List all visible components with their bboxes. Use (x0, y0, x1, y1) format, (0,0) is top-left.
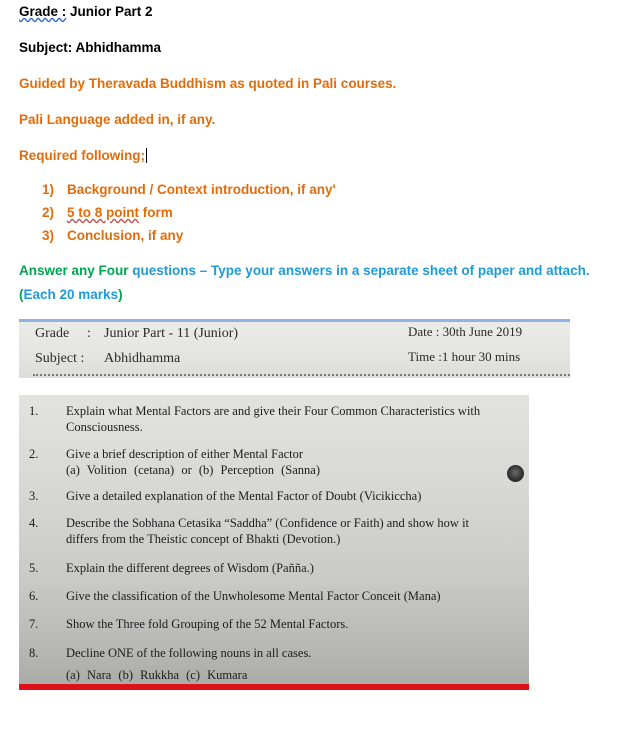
marks-open: ( (19, 287, 24, 302)
instruction-part2: Four (98, 263, 129, 278)
question-line: differs from the Theistic concept of Bhakti (Devotion.) (66, 532, 341, 546)
list-item-number: 1) (42, 182, 55, 197)
exam-date (408, 324, 522, 340)
grade-label: Grade : (19, 4, 67, 19)
instruction-line (19, 263, 590, 278)
requirements-list (42, 182, 336, 251)
grade-value: Junior Part 2 (66, 4, 153, 19)
question-number: 2. (29, 447, 39, 461)
red-bar (19, 684, 529, 690)
question-line: Describe the Sobhana Cetasika “Saddha” (Confidence or Faith) and show how it (66, 516, 470, 530)
list-item-text: Conclusion, if any (67, 228, 184, 243)
instruction-part1: Answer any (19, 263, 99, 278)
list-item (42, 228, 336, 251)
exam-questions-image (19, 395, 529, 690)
question-line: Decline ONE of the following nouns in all cases. (66, 646, 312, 660)
pali-line: Pali Language added in, if any. (19, 112, 216, 127)
question-number: 4. (29, 516, 39, 530)
exam-grade-label: Grade (35, 326, 70, 341)
exam-grade-separator: : (87, 326, 91, 341)
dotted-divider (33, 374, 570, 376)
list-item-number: 2) (42, 205, 55, 220)
grade-line (19, 4, 153, 19)
list-item (42, 182, 336, 205)
marks-close: ) (118, 287, 123, 302)
exam-date-value: 30th June 2019 (442, 324, 523, 339)
list-item-text: Background / Context introduction, if any' (67, 182, 336, 197)
exam-subject-label: Subject : (35, 351, 85, 366)
dark-spot-mark (507, 465, 524, 482)
list-item-number: 3) (42, 228, 55, 243)
exam-date-label: Date : (408, 324, 440, 339)
question-number: 1. (29, 404, 39, 418)
question-line: Consciousness. (66, 420, 143, 434)
marks-text: Each 20 marks (23, 287, 119, 302)
question-line: Explain the different degrees of Wisdom (Pañña.) (66, 561, 314, 575)
question-number: 8. (29, 646, 39, 660)
instruction-part3: questions – Type your answers in a separate sheet of paper and attach. (128, 263, 590, 278)
exam-header-image (19, 319, 570, 378)
question-number: 7. (29, 617, 39, 631)
exam-grade-value: Junior Part - 11 (Junior) (104, 326, 239, 341)
question-number: 3. (29, 489, 39, 503)
question-line: Give a detailed explanation of the Mental Factor of Doubt (Vicikiccha) (66, 489, 422, 503)
question-line: Give the classification of the Unwholesome Mental Factor Conceit (Mana) (66, 589, 441, 603)
list-item (42, 205, 336, 228)
question-line: (a) Nara (b) Rukkha (c) Kumara (66, 668, 248, 682)
text-cursor (146, 148, 147, 163)
required-text: Required following; (19, 148, 145, 163)
exam-time-value: 1 hour 30 mins (441, 349, 521, 364)
required-line (19, 148, 147, 163)
list-item-text: form (139, 205, 173, 220)
question-number: 5. (29, 561, 39, 575)
exam-time (408, 349, 520, 365)
marks-line (19, 287, 123, 302)
question-line: Give a brief description of either Mental Factor (66, 447, 304, 461)
guided-line: Guided by Theravada Buddhism as quoted in Pali courses. (19, 76, 397, 91)
list-item-text-underlined: 5 to 8 point (67, 205, 139, 220)
question-line: (a) Volition (cetana) or (b) Perception (Sanna) (66, 463, 321, 477)
exam-time-label: Time : (408, 349, 442, 364)
subject-line: Subject: Abhidhamma (19, 40, 162, 55)
question-line: Show the Three fold Grouping of the 52 Mental Factors. (66, 617, 349, 631)
exam-subject-value: Abhidhamma (104, 351, 181, 366)
question-line: Explain what Mental Factors are and give their Four Common Characteristics with (66, 404, 481, 418)
question-number: 6. (29, 589, 39, 603)
